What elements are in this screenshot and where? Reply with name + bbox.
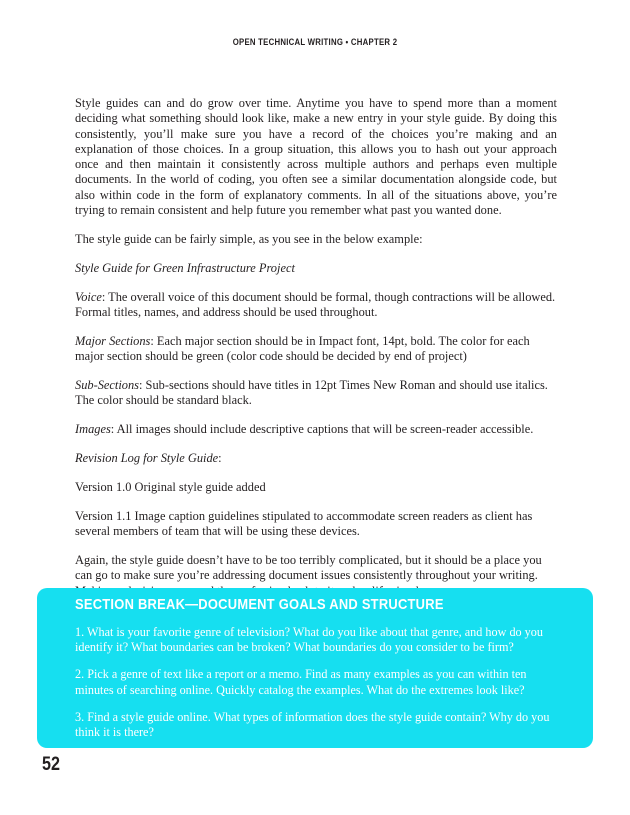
running-header: OPEN TECHNICAL WRITING • CHAPTER 2 [232,37,398,48]
entry-term: Major Sections [75,333,151,348]
entry-text: : The overall voice of this document should be formal, though contractions will be allowed. Formal titles, names, and address should be used throughout. [75,289,556,320]
style-entry-sub-sections [75,378,557,409]
revision-log-title [75,451,557,466]
entry-text: : All images should include descriptive captions that will be screen-reader accessible. [110,422,534,437]
example-title: Style Guide for Green Infrastructure Project [75,260,295,275]
entry-term: Images [75,422,111,437]
style-entry-voice [75,290,557,321]
revision-log-label: Revision Log for Style Guide [75,451,219,466]
style-entry-images [75,422,557,437]
main-body [75,96,557,613]
entry-text: : Sub-sections should have titles in 12pt Times New Roman and should use italics. The color should be standard black. [75,378,548,408]
entry-term: Sub-Sections [75,378,140,393]
version-entry: Version 1.1 Image caption guidelines stipulated to accommodate screen readers as client has several members of team that will be using these devices. [75,508,533,539]
style-entry-major-sections [75,334,557,365]
callout-question: 2. Pick a genre of text like a report or a memo. Find as many examples as you can within ten minutes of searching online. Quickly catalog the examples. What do the extremes look like? [75,667,527,697]
example-intro: The style guide can be fairly simple, as you see in the below example: [75,231,423,246]
callout-question: 3. Find a style guide online. What types of information does the style guide contain? Why do you think it is there? [75,709,550,740]
version-entry: Version 1.0 Original style guide added [75,480,266,495]
page-number: 52 [42,754,60,775]
revision-log-colon: : [218,451,222,466]
section-break-callout [37,588,593,748]
callout-title: SECTION BREAK—DOCUMENT GOALS AND STRUCTURE [75,596,444,613]
entry-term: Voice [75,289,102,304]
intro-paragraph: Style guides can and do grow over time. Anytime you have to spend more than a moment deciding what something should look like, make a new entry in your style guide. By doing this consistently, you’ll make sure you have a record of the choices you’re making and an explanation of those choices. In a group situation, this allows you to hash out your approach once and then maintain it consistently across multiple authors and perhaps even multiple documents. In the world of coding, you often see a similar documentation alongside code, but also within code in the form of explanatory comments. In all of the situations above, you’re trying to remain consistent and help future you remember what past you wanted done. [75,96,557,218]
callout-question: 1. What is your favorite genre of television? What do you like about that genre, and how do you identify it? What boundaries can be broken? What boundaries do you consider to be firm? [75,625,543,655]
entry-text: : Each major section should be in Impact font, 14pt, bold. The color for each major section should be green (color code should be decided by end of project) [75,333,530,364]
closing-paragraph: Again, the style guide doesn’t have to be too terribly complicated, but it should be a place you can go to make sure you’re addressing document issues consistently throughout your writing. [75,553,542,583]
